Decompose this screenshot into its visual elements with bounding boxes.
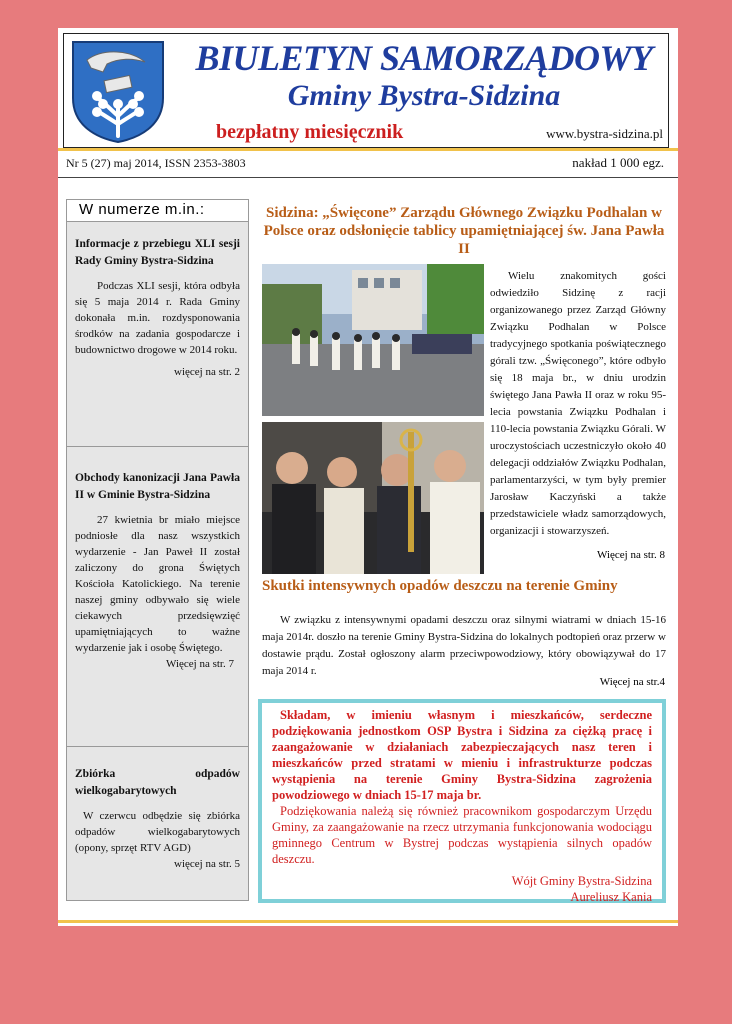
more-link[interactable]: Więcej na str. 8 [597,549,665,561]
sidebar-item-text: Podczas XLI sesji, która odbyła się 5 maja 2014 r. Rada Gminy dokonała m.in. rozdysponowania środków na zadania gospodarcze i budownictwo drogowe w 2014 roku. [75,280,240,356]
procession-photo [262,264,484,416]
second-article-headline: Skutki intensywnych opadów deszczu na terenie Gminy [262,578,618,594]
sidebar-item-title: Informacje z przebiegu XLI sesji Rady Gminy Bystra-Sidzina [75,238,240,267]
coat-of-arms-icon [69,38,167,144]
bottom-band [0,926,732,1024]
gold-divider [58,148,678,151]
signature-role: Wójt Gminy Bystra-Sidzina [511,874,652,888]
thanks-normal-text: Podziękowania należą się również pracownikom gospodarczym Urzędu Gminy, za zaangażowanie na rzecz utrzymania funkcjonowania wodociągu gminnego Centrum w Bystrej podczas wystąpienia silnych opadów deszczu. [272,804,652,866]
website-link[interactable]: www.bystra-sidzina.pl [546,126,663,141]
gold-divider [58,920,678,923]
more-link[interactable]: Więcej na str. 7 [166,658,234,670]
thanks-bold-text: Składam, w imieniu własnym i mieszkańców, serdeczne podziękowania jednostkom OSP Bystra i Sidzina za ciężką pracę i zaangażowanie w działaniach zabezpieczających nasz teren i mieszkańców przed stratami w mieniu i infrastrukturze podczas wystąpienia na terenie Gminy Bystra-Sidzina zagrożenia powodziowego w dniach 15-17 maja br. [272,708,652,802]
sidebar-divider [67,446,248,447]
sidebar-item [75,470,240,672]
dignitaries-photo [262,422,484,574]
tagline: bezpłatny miesięcznik [216,121,404,143]
main-article-headline: Sidzina: „Święcone” Zarządu Głównego Związku Podhalan w Polsce oraz odsłonięcie tablicy upamiętniającej św. Jana Pawła II [263,205,665,257]
masthead [63,33,669,148]
sidebar-item-text: W czerwcu odbędzie się zbiórka odpadów wielkogabarytowych (opony, sprzęt RTV AGD) [75,810,240,854]
more-link[interactable]: więcej na str. 2 [174,366,240,378]
sidebar-item [75,766,240,872]
more-link[interactable]: więcej na str. 5 [174,858,240,870]
header-rule [58,177,678,178]
second-article-text [262,612,666,680]
sidebar-heading: W numerze m.in.: [67,200,248,222]
second-article-body: W związku z intensywnymi opadami deszczu oraz silnymi wiatrami w dniach 15-16 maja 2014r. doszło na terenie Gminy Bystra-Sidzina do lokalnych podtopień oraz przerw w dostawie prądu. Został ogłoszony alarm przeciwpowodziowy, który obowiązywał do 17 maja 2014 r. [262,614,666,677]
sidebar-item [75,236,240,380]
sidebar-item-text: 27 kwietnia br miało miejsce podniosłe dla nasz wszystkich wydarzenie - Jan Paweł II został zaliczony do grona Świętych Kościoła Katolickiego. Na terenie naszej gminy odbywało się wiele ciekawych przedsięwzięć upamiętniających to ważne wydarzenie jak i osobę Świętego. [75,514,240,654]
circulation: nakład 1 000 egz. [572,155,664,170]
signature-name: Aureliusz Kania [570,890,652,904]
thanks-box [258,699,666,903]
sidebar-item-title: Zbiórka odpadów wielkogabarytowych [75,768,240,797]
signature [272,873,652,905]
in-this-issue-sidebar [66,199,249,901]
main-article-body: Wielu znakomitych gości odwiedziło Sidzinę z racji organizowanego przez Zarząd Główny Związku Podhalan w Polsce tradycyjnego spotkania poświątecznego górali tzw. „Święconego”, które odbyło się 18 maja br., w dniu urodzin świętego Jana Pawła II oraz w roku 95-lecia powstania Związku Podhalan i 110-lecia powstania Związku Górali. W uroczystościach uczestniczyło około 40 delegacji oddziałów Związku Podhalan, parlamentarzyści, w tym były premier Jarosław Kaczyński a także przedstawiciele władz samorządowych, organizacji i stowarzyszeń. [490,270,666,537]
sidebar-divider [67,746,248,747]
newsletter-subtitle: Gminy Bystra-Sidzina [287,79,561,112]
newsletter-title: BIULETYN SAMORZĄDOWY [195,38,653,78]
more-link[interactable]: Więcej na str.4 [599,676,665,688]
issue-number: Nr 5 (27) maj 2014, ISSN 2353-3803 [66,156,246,170]
main-article-text [490,268,666,540]
sidebar-item-title: Obchody kanonizacji Jana Pawła II w Gminie Bystra-Sidzina [75,472,240,501]
